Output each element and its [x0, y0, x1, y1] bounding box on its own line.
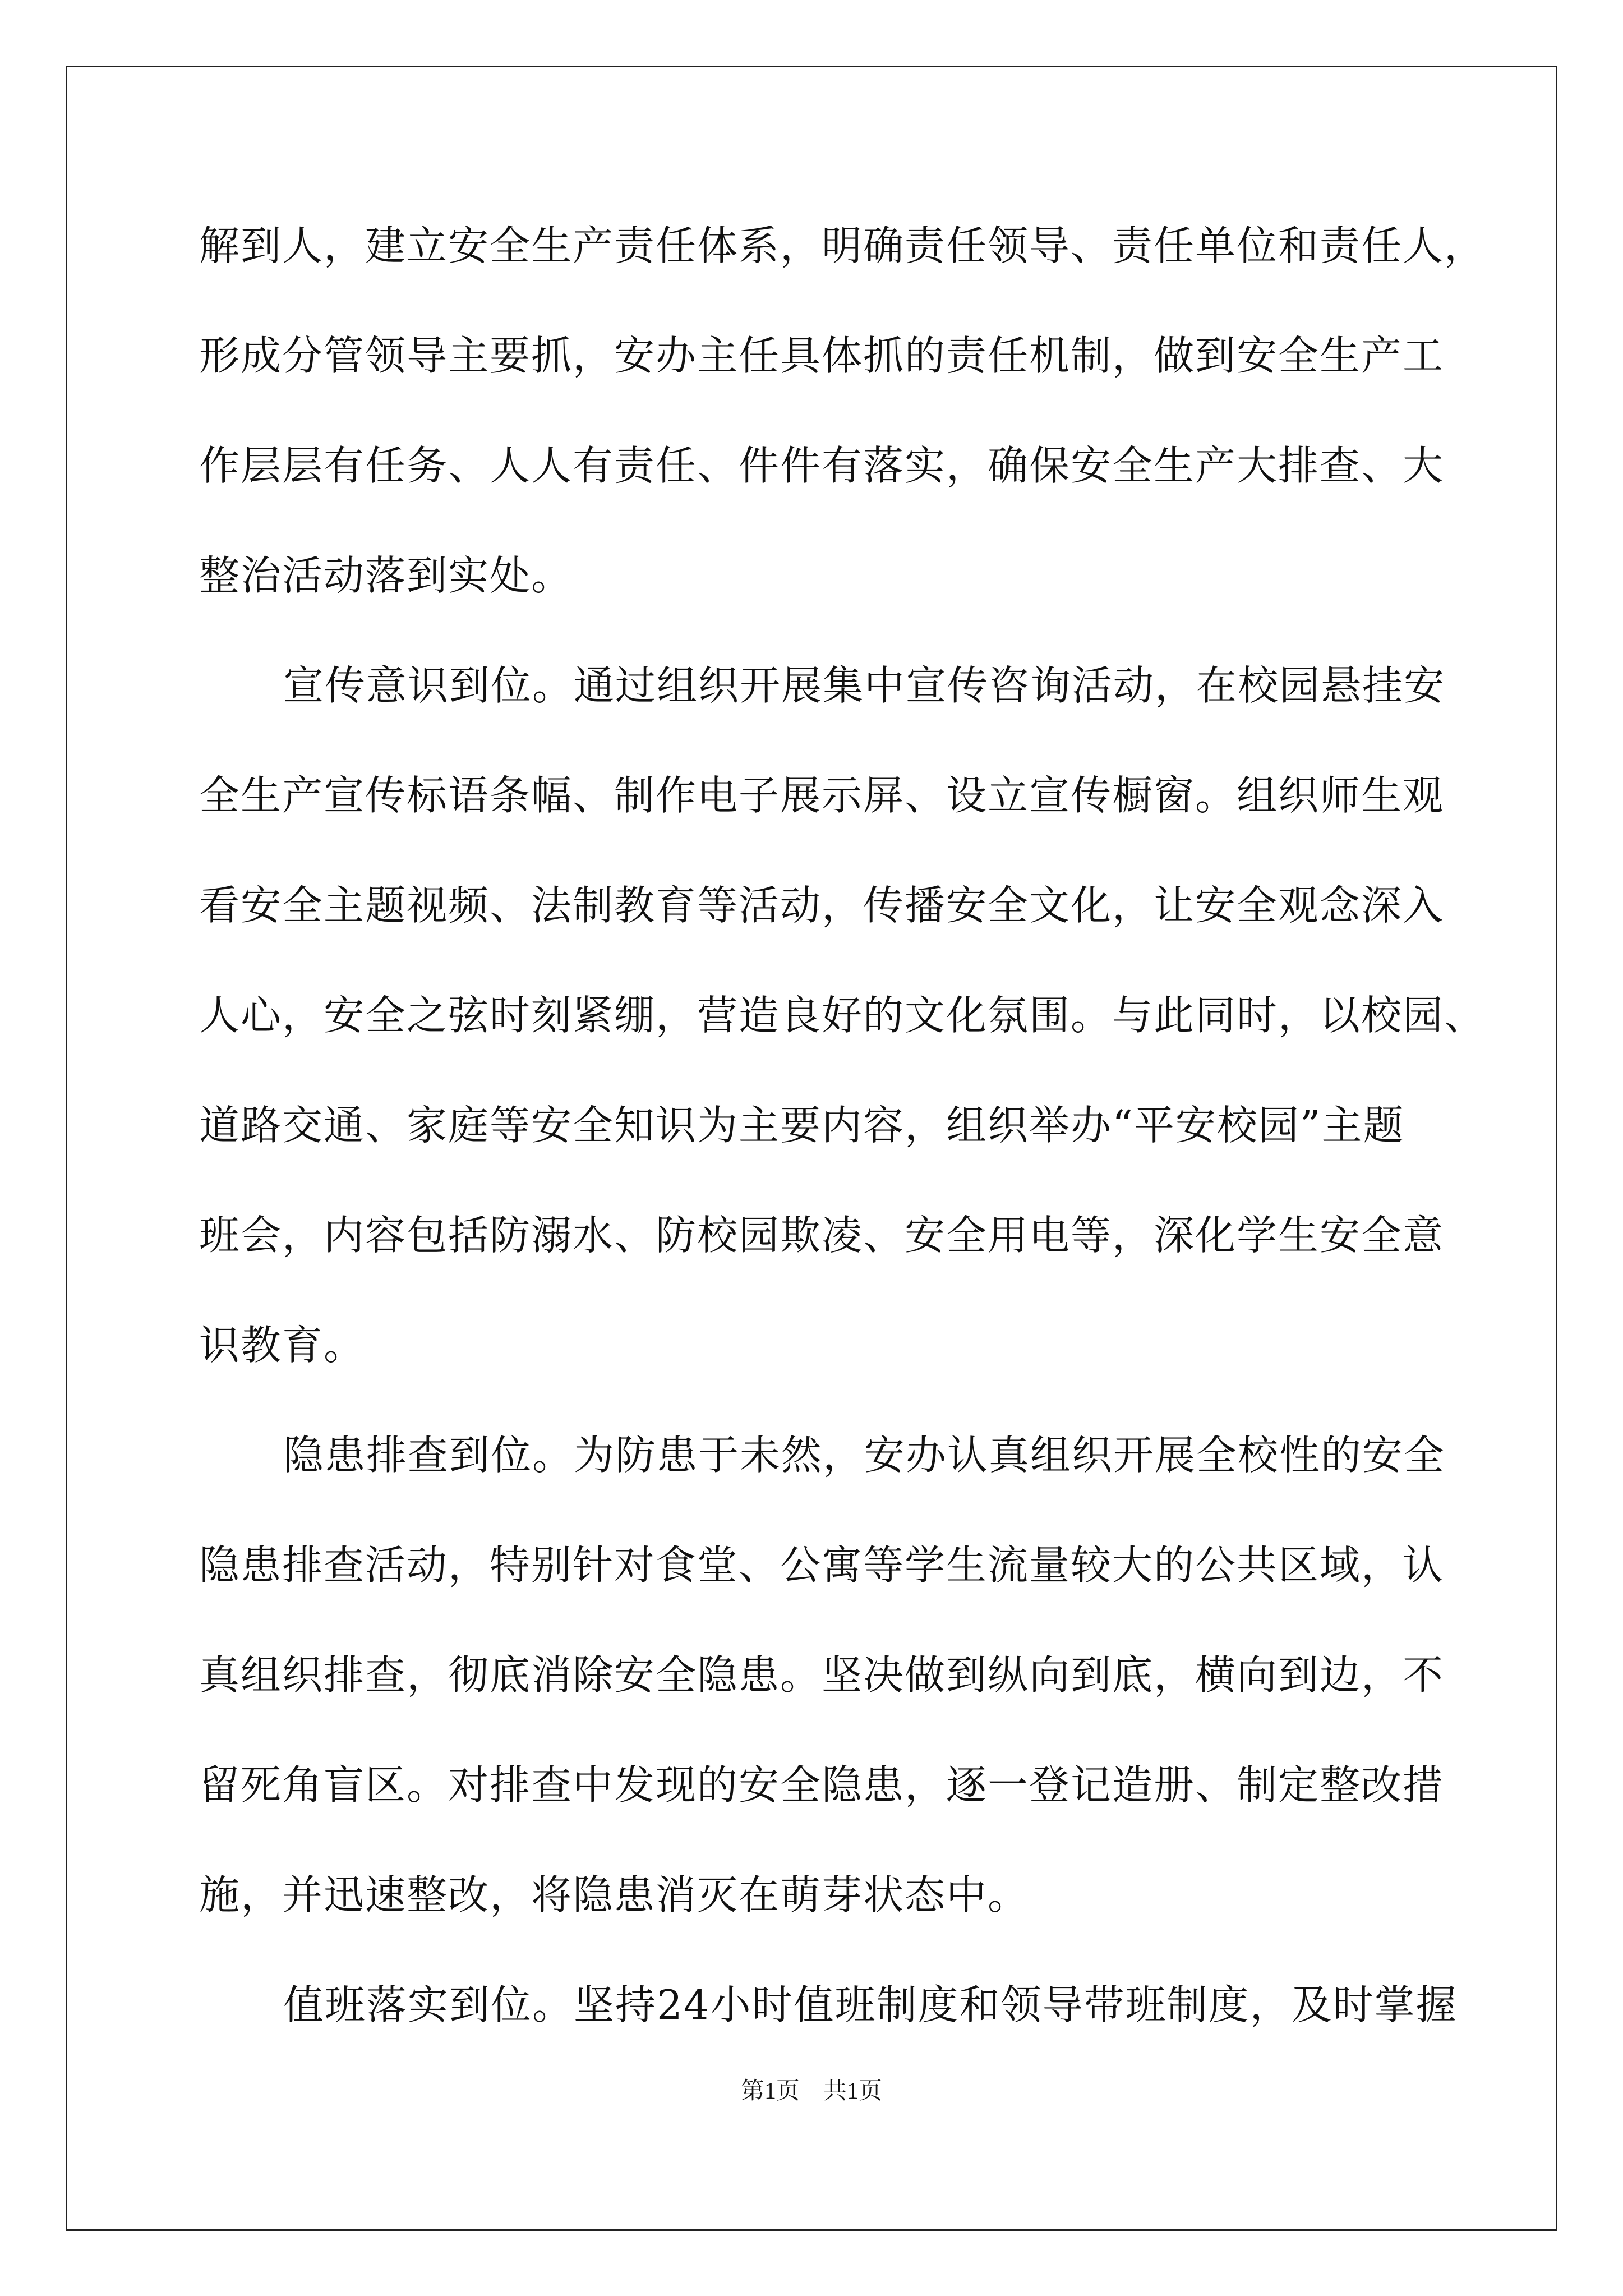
paragraph-1 — [199, 212, 1486, 652]
text-line: 宣传意识到位。通过组织开展集中宣传咨询活动，在校园悬挂安 — [283, 662, 1446, 709]
text-line: 整治活动落到实处。 — [199, 552, 573, 599]
text-line: 看安全主题视频、法制教育等活动，传播安全文化，让安全观念深入 — [199, 882, 1445, 929]
text-line: 留死角盲区。对排查中发现的安全隐患，逐一登记造册、制定整改措 — [199, 1761, 1445, 1809]
text-line: 施，并迅速整改，将隐患消灭在萌芽状态中。 — [199, 1871, 1030, 1918]
document-body — [199, 212, 1486, 2081]
paragraph-4 — [199, 1971, 1458, 2081]
text-line: 人心，安全之弦时刻紧绷，营造良好的文化氛围。与此同时，以校园、 — [199, 992, 1486, 1039]
text-line: 道路交通、家庭等安全知识为主要内容，组织举办“平安校园”主题 — [199, 1102, 1405, 1149]
text-line: 作层层有任务、人人有责任、件件有落实，确保安全生产大排查、大 — [199, 442, 1445, 489]
text-line: 全生产宣传标语条幅、制作电子展示屏、设立宣传橱窗。组织师生观 — [199, 772, 1445, 819]
page-footer: 第1页 共1页 — [740, 2078, 882, 2104]
text-line: 识教育。 — [199, 1322, 366, 1369]
text-line: 真组织排查，彻底消除安全隐患。坚决做到纵向到底，横向到边，不 — [199, 1651, 1445, 1699]
paragraph-2 — [199, 652, 1486, 1421]
text-line: 班会，内容包括防溺水、防校园欺凌、安全用电等，深化学生安全意 — [199, 1212, 1445, 1259]
text-line: 值班落实到位。坚持24小时值班制度和领导带班制度，及时掌握 — [283, 1981, 1458, 2028]
paragraph-3 — [199, 1421, 1446, 1971]
text-line: 隐患排查到位。为防患于未然，安办认真组织开展全校性的安全 — [283, 1432, 1446, 1479]
text-line: 形成分管领导主要抓，安办主任具体抓的责任机制，做到安全生产工 — [199, 332, 1445, 379]
text-line: 解到人，建立安全生产责任体系，明确责任领导、责任单位和责任人， — [199, 222, 1486, 269]
text-line: 隐患排查活动，特别针对食堂、公寓等学生流量较大的公共区域，认 — [199, 1542, 1445, 1589]
